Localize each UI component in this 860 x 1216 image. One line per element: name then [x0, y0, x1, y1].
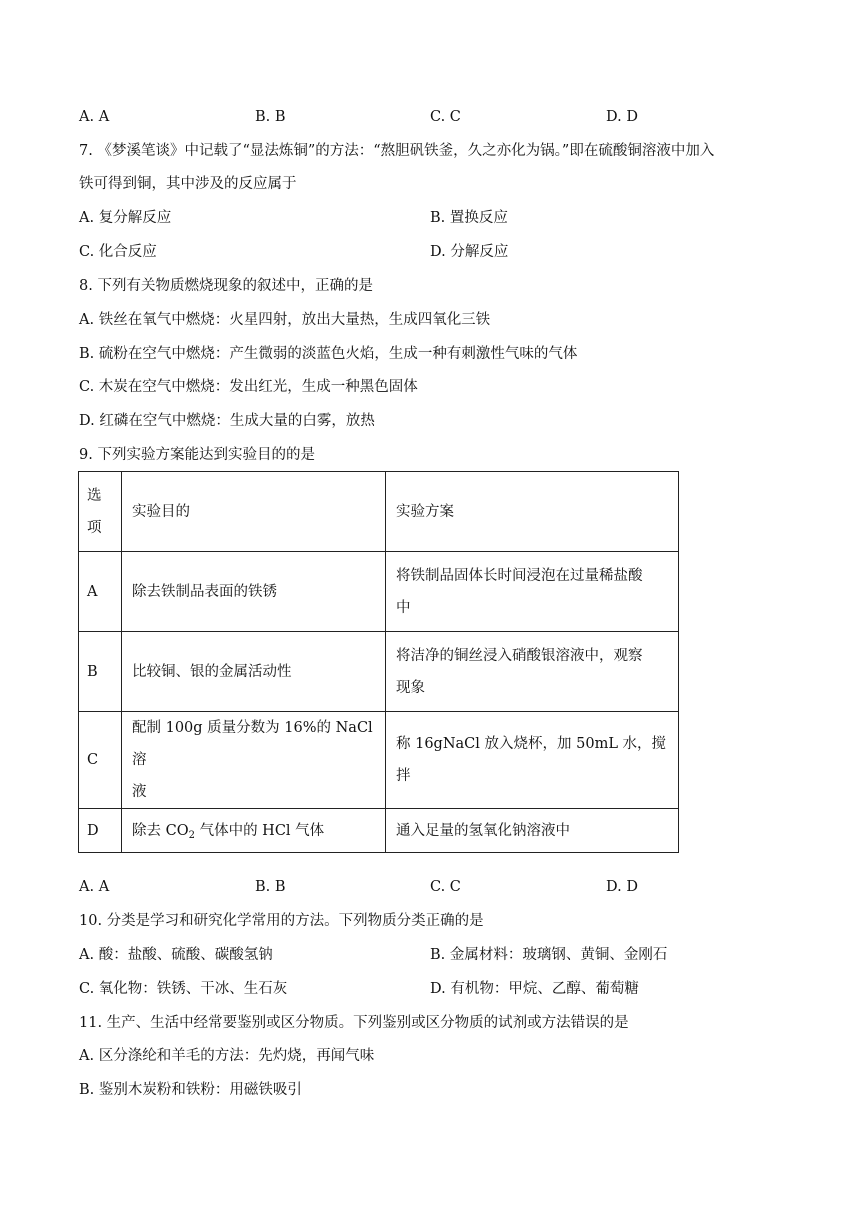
- q9-option-b: B. B: [255, 879, 286, 895]
- row-key-cell: C: [79, 712, 122, 809]
- row-plan-line1: 将洁净的铜丝浸入硝酸银溶液中，观察: [396, 647, 643, 664]
- q8-option-d: D. 红磷在空气中燃烧：生成大量的白雾，放热: [79, 413, 375, 429]
- row-plan-line1: 将铁制品固体长时间浸泡在过量稀盐酸: [396, 567, 643, 584]
- q11-option-b: B. 鉴别木炭粉和铁粉：用磁铁吸引: [79, 1082, 302, 1098]
- q10-option-b: B. 金属材料：玻璃钢、黄铜、金刚石: [430, 947, 668, 963]
- q11-stem: 11. 生产、生活中经常要鉴别或区分物质。下列鉴别或区分物质的试剂或方法错误的是: [79, 1015, 629, 1031]
- q7-stem-line2: 铁可得到铜，其中涉及的反应属于: [79, 176, 297, 192]
- table-row: [79, 632, 679, 712]
- goal-text-post: 气体中的 HCl 气体: [194, 822, 325, 839]
- q10-option-d: D. 有机物：甲烷、乙醇、葡萄糖: [430, 981, 639, 997]
- header-key-line1: 选: [87, 487, 102, 504]
- q9-experiment-table: [78, 471, 679, 853]
- q8-option-a: A. 铁丝在氧气中燃烧：火星四射，放出大量热，生成四氧化三铁: [79, 312, 491, 328]
- row-key-cell: A: [79, 552, 122, 632]
- row-key-cell: B: [79, 632, 122, 712]
- q6-option-c: C. C: [430, 109, 461, 125]
- q7-option-a: A. 复分解反应: [79, 210, 172, 226]
- row-goal-cell: [122, 809, 386, 853]
- q8-option-b: B. 硫粉在空气中燃烧：产生微弱的淡蓝色火焰，生成一种有刺激性气味的气体: [79, 346, 578, 362]
- row-plan-cell: 通入足量的氢氧化钠溶液中: [386, 809, 679, 853]
- q6-option-d: D. D: [606, 109, 638, 125]
- row-goal-line1: 配制 100g 质量分数为 16%的 NaCl 溶: [132, 720, 373, 768]
- table-row: [79, 712, 679, 809]
- header-key-line2: 项: [87, 519, 102, 536]
- q7-option-b: B. 置换反应: [430, 210, 508, 226]
- row-key-cell: D: [79, 809, 122, 853]
- row-goal-cell: 比较铜、银的金属活动性: [122, 632, 386, 712]
- q8-stem: 8. 下列有关物质燃烧现象的叙述中，正确的是: [79, 278, 373, 294]
- row-plan-cell: 称 16gNaCl 放入烧杯，加 50mL 水，搅拌: [386, 712, 679, 809]
- q9-stem: 9. 下列实验方案能达到实验目的的是: [79, 447, 315, 463]
- q11-option-a: A. 区分涤纶和羊毛的方法：先灼烧，再闻气味: [79, 1048, 375, 1064]
- header-key-cell: [79, 472, 122, 552]
- row-plan-line2: 现象: [396, 679, 425, 696]
- q9-option-a: A. A: [79, 879, 110, 895]
- q7-option-c: C. 化合反应: [79, 244, 157, 260]
- q6-option-a: A. A: [79, 109, 110, 125]
- goal-subscript: 2: [188, 829, 195, 841]
- goal-text-pre: 除去 CO: [132, 822, 189, 839]
- row-plan-line2: 中: [396, 599, 411, 616]
- row-goal-line2: 液: [132, 784, 147, 800]
- header-plan-cell: 实验方案: [386, 472, 679, 552]
- row-plan-cell: [386, 632, 679, 712]
- q7-option-d: D. 分解反应: [430, 244, 509, 260]
- q10-option-a: A. 酸：盐酸、硫酸、碳酸氢钠: [79, 947, 273, 963]
- table-row: [79, 809, 679, 853]
- q7-stem-line1: 7. 《梦溪笔谈》中记载了“显法炼铜”的方法：“熬胆矾铁釜，久之亦化为锅。”即在硫酸铜溶液中加入: [79, 143, 715, 159]
- table-header-row: [79, 472, 679, 552]
- q8-option-c: C. 木炭在空气中燃烧：发出红光，生成一种黑色固体: [79, 379, 418, 395]
- row-goal-cell: 除去铁制品表面的铁锈: [122, 552, 386, 632]
- q10-option-c: C. 氧化物：铁锈、干冰、生石灰: [79, 981, 288, 997]
- q9-option-c: C. C: [430, 879, 461, 895]
- q6-option-b: B. B: [255, 109, 286, 125]
- table-row: [79, 552, 679, 632]
- q10-stem: 10. 分类是学习和研究化学常用的方法。下列物质分类正确的是: [79, 913, 484, 929]
- q9-option-d: D. D: [606, 879, 638, 895]
- row-goal-cell: [122, 712, 386, 809]
- row-plan-cell: [386, 552, 679, 632]
- header-goal-cell: 实验目的: [122, 472, 386, 552]
